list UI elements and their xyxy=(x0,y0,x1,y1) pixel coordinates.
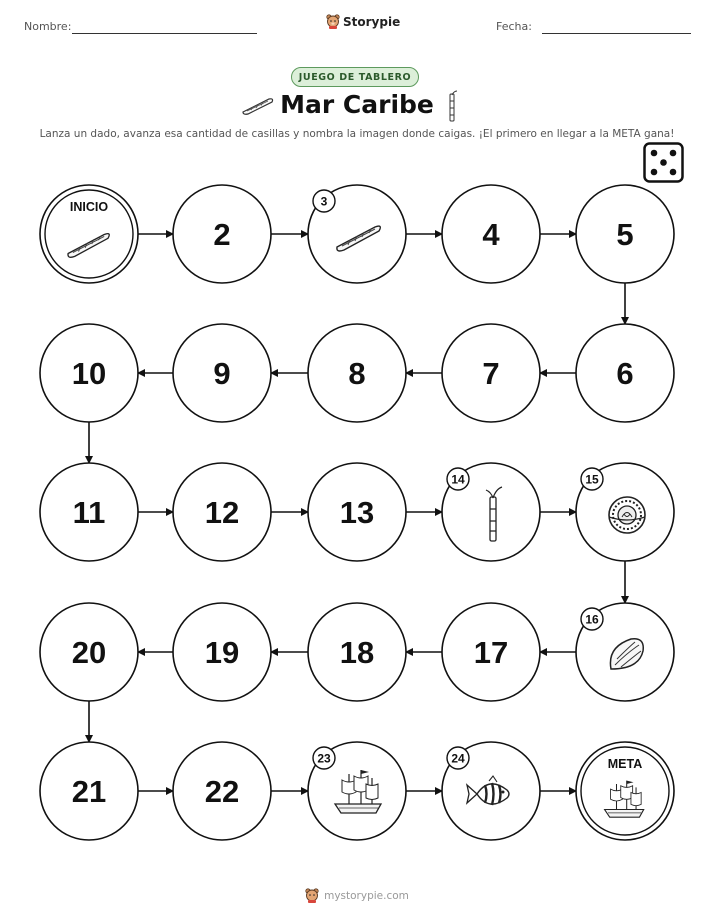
coin-icon xyxy=(609,497,645,533)
tile-number: 4 xyxy=(482,217,500,252)
board-tile xyxy=(308,185,406,283)
board-tile xyxy=(442,603,540,701)
tile-number: 18 xyxy=(339,635,375,670)
tile-number: 3 xyxy=(320,194,328,209)
tile-number: 15 xyxy=(585,472,599,487)
tile-number: 19 xyxy=(204,635,240,670)
tile-number: 6 xyxy=(616,356,634,391)
board-tile xyxy=(576,463,674,561)
tile-number: 21 xyxy=(71,774,107,809)
board-tile xyxy=(40,324,138,422)
footer xyxy=(0,888,714,903)
tile-number: 23 xyxy=(317,751,331,766)
board-tile xyxy=(173,742,271,840)
tile-number: 12 xyxy=(204,495,240,530)
board-tile xyxy=(308,324,406,422)
board-tile xyxy=(40,603,138,701)
tile-number: 13 xyxy=(339,495,375,530)
board-tile xyxy=(173,185,271,283)
board-tile xyxy=(576,603,674,701)
board-tile xyxy=(173,463,271,561)
storypie-bear-icon xyxy=(305,888,319,903)
tile-number: 11 xyxy=(72,495,106,530)
tile-label: INICIO xyxy=(69,200,109,214)
board-tile xyxy=(442,742,540,840)
board-tile xyxy=(442,185,540,283)
tile-number: 24 xyxy=(451,751,465,766)
tile-number: 5 xyxy=(616,217,634,252)
board-tile xyxy=(576,324,674,422)
tile-number: 17 xyxy=(473,635,509,670)
board-tile xyxy=(308,463,406,561)
board-tile xyxy=(442,463,540,561)
brand-name: Storypie xyxy=(343,14,401,29)
board-tile xyxy=(576,742,674,840)
tile-number: 16 xyxy=(585,612,599,627)
tile-number: 8 xyxy=(348,356,366,391)
board-tile xyxy=(40,463,138,561)
tile-label: META xyxy=(607,757,643,771)
name-label: Nombre: xyxy=(24,20,72,33)
board-tile xyxy=(40,185,138,283)
tile-number: 9 xyxy=(213,356,231,391)
board-tile xyxy=(576,185,674,283)
board-tile xyxy=(173,603,271,701)
category-badge: JUEGO DE TABLERO xyxy=(291,67,419,87)
board-tile xyxy=(40,742,138,840)
tile-number: 20 xyxy=(71,635,107,670)
footer-url: mystorypie.com xyxy=(324,889,409,902)
tile-number: 7 xyxy=(482,356,500,391)
page-title: Mar Caribe xyxy=(280,90,434,119)
tile-number: 10 xyxy=(71,356,107,391)
date-label: Fecha: xyxy=(496,20,532,33)
tile-number: 22 xyxy=(204,774,240,809)
tile-number: 14 xyxy=(451,472,465,487)
board-tile xyxy=(442,324,540,422)
board-tile xyxy=(308,742,406,840)
board-tile xyxy=(308,603,406,701)
instructions-text: Lanza un dado, avanza esa cantidad de casillas y nombra la imagen donde caigas. ¡El primero en llegar a la META gana! xyxy=(39,128,675,140)
board-tile xyxy=(173,324,271,422)
tile-number: 2 xyxy=(213,217,231,252)
